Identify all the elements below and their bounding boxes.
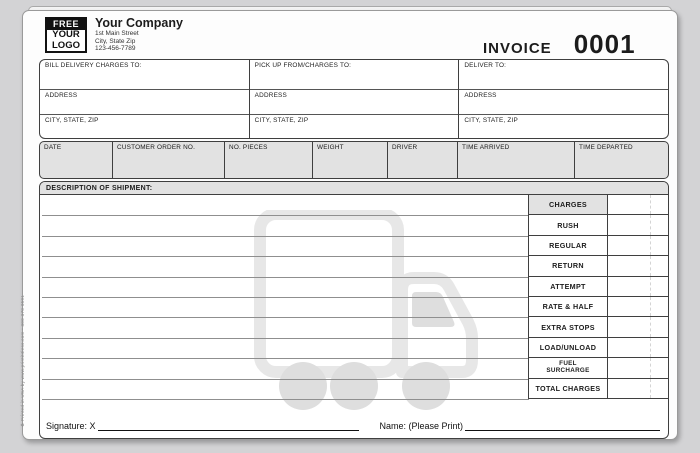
cents-divider [650,195,651,214]
charge-label-regular: REGULAR [529,236,608,256]
company-address: 1st Main Street [95,30,139,37]
logo-text-logo: LOGO [52,39,80,51]
truck-watermark-icon [250,210,480,410]
deliver-column [458,60,668,138]
description-rule-line [42,317,529,318]
field-time-departed: TIME DEPARTED [574,142,668,178]
charge-row-total-charges [529,379,668,399]
field-date: DATE [44,144,62,151]
deliver-heading: DELIVER TO: [464,62,507,69]
charge-row-attempt [529,277,668,297]
charge-amount-regular [608,236,668,256]
charge-amount-rush [608,215,668,235]
field-no-pieces: NO. PIECES [224,142,312,178]
invoice-label: INVOICE [483,40,552,57]
printer-side-note: ♻ Printed in USA by www.printit4less.com • 300-370-0591 [20,294,25,427]
description-rule-line [42,215,529,216]
deliver-address-label: ADDRESS [459,89,668,113]
charge-label-total-charges: TOTAL CHARGES [529,379,608,399]
field-weight: WEIGHT [312,142,387,178]
cents-divider [650,277,651,296]
field-time-arrived: TIME ARRIVED [457,142,574,178]
name-label: Name: (Please Print) [379,421,463,431]
invoice-number: 0001 [573,29,636,59]
charge-row-fuel-surcharge [529,358,668,378]
signature-line [98,422,360,431]
logo-placeholder [45,17,87,53]
charge-label-rush: RUSH [529,215,608,235]
cents-divider [650,215,651,234]
cents-divider [650,338,651,357]
field-customer-order-no: CUSTOMER ORDER NO. [112,142,224,178]
description-rule-line [42,379,529,380]
signature-row [46,421,660,431]
logo-text-free: FREE [47,19,85,30]
address-section [39,59,669,139]
charge-row-rush [529,215,668,235]
bill-address-label: ADDRESS [40,89,249,113]
charge-row-load-unload [529,338,668,358]
cents-divider [650,317,651,336]
description-rule-line [42,338,529,339]
charge-row-return [529,256,668,276]
charges-table [528,195,668,399]
pickup-column [249,60,459,138]
shipment-section [39,181,669,439]
cents-divider [650,256,651,275]
description-rule-line [42,236,529,237]
cents-divider [650,379,651,398]
pickup-city-label: CITY, STATE, ZIP [250,114,459,138]
charges-header-label: CHARGES [529,195,608,215]
charge-amount-attempt [608,277,668,297]
charge-amount-load-unload [608,338,668,358]
description-rule-line [42,297,529,298]
charge-label-load-unload: LOAD/UNLOAD [529,338,608,358]
charge-amount-extra-stops [608,317,668,337]
charge-row-rate-and-half [529,297,668,317]
cents-divider [650,236,651,255]
description-rule-line [42,358,529,359]
description-rule-line [42,256,529,257]
cents-divider [650,358,651,377]
charge-row-extra-stops [529,317,668,337]
shipment-body [40,195,668,438]
fuel-surcharge-text: FUEL SURCHARGE [546,360,590,374]
charge-amount-rate-and-half [608,297,668,317]
shipment-details-band [39,141,669,179]
name-line [465,422,660,431]
bill-city-label: CITY, STATE, ZIP [40,114,249,138]
company-block [95,16,183,53]
charges-header-amount-cell [608,195,668,215]
charge-label-attempt: ATTEMPT [529,277,608,297]
company-name: Your Company [95,16,183,30]
company-phone: 123-456-7789 [95,45,136,53]
pickup-address-label: ADDRESS [250,89,459,113]
invoice-form-sheet [22,10,678,440]
pickup-heading: PICK UP FROM/CHARGES TO: [254,62,352,69]
description-rule-line [42,399,529,400]
bill-charges-column [40,60,249,138]
charge-label-fuel-surcharge [529,358,608,378]
invoice-header [483,29,636,60]
shipment-heading: DESCRIPTION OF SHIPMENT: [40,182,668,195]
charge-label-rate-and-half: RATE & HALF [529,297,608,317]
charge-row-regular [529,236,668,256]
charge-label-extra-stops: EXTRA STOPS [529,317,608,337]
description-rule-line [42,277,529,278]
charge-amount-fuel-surcharge [608,358,668,378]
logo-text-your: YOUR [52,29,80,40]
charge-amount-total-charges [608,379,668,399]
charge-amount-return [608,256,668,276]
field-driver: DRIVER [387,142,457,178]
deliver-city-label: CITY, STATE, ZIP [459,114,668,138]
signature-label: Signature: X [46,421,96,431]
charges-header-row [529,195,668,215]
company-city: City, State Zip [95,37,136,45]
bill-charges-heading: BILL DELIVERY CHARGES TO: [45,62,142,69]
charge-label-return: RETURN [529,256,608,276]
cents-divider [650,297,651,316]
